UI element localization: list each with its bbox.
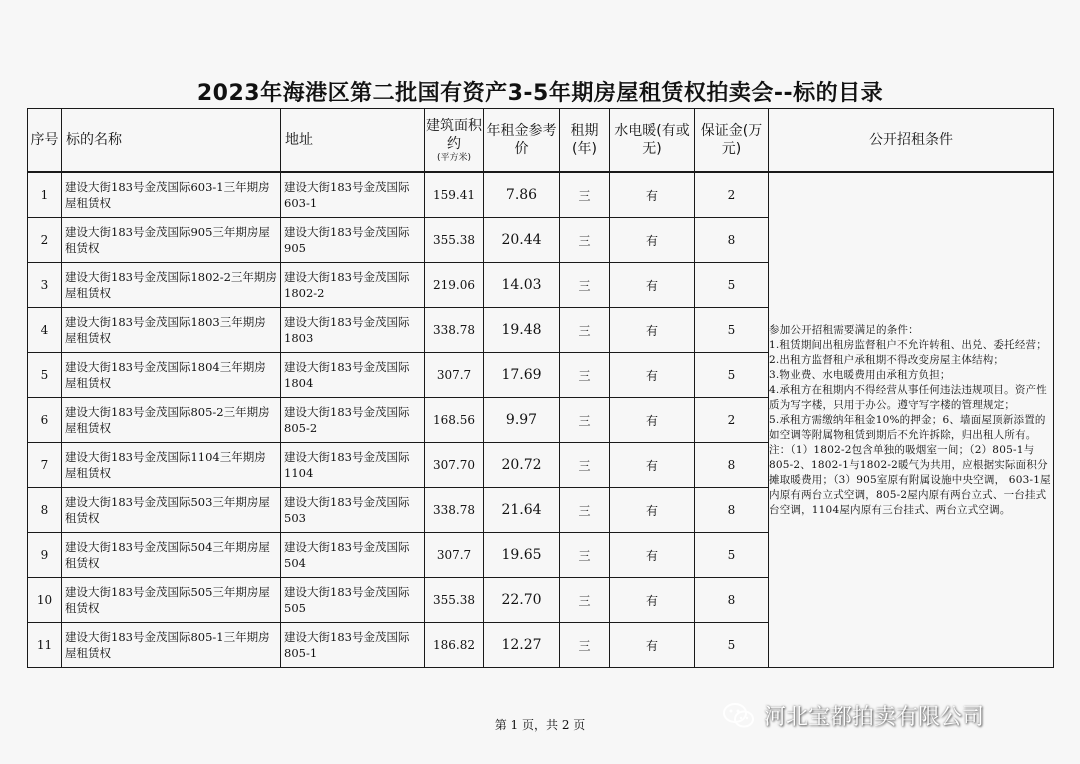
row-area: 186.82 xyxy=(425,623,484,668)
row-rent: 22.70 xyxy=(484,578,560,623)
row-deposit: 2 xyxy=(695,398,769,443)
page-number: 第 1 页，共 2 页 xyxy=(494,718,586,732)
row-index: 4 xyxy=(28,308,62,353)
row-utilities: 有 xyxy=(610,578,695,623)
row-index: 1 xyxy=(28,172,62,218)
row-utilities: 有 xyxy=(610,218,695,263)
header-deposit: 保证金(万元) xyxy=(695,109,769,173)
row-term: 三 xyxy=(560,443,610,488)
watermark-text: 河北宝都拍卖有限公司 xyxy=(764,705,985,730)
row-deposit: 5 xyxy=(695,353,769,398)
header-row xyxy=(28,109,1054,173)
row-address: 建设大街183号金茂国际603-1 xyxy=(281,172,425,218)
row-utilities: 有 xyxy=(610,172,695,218)
row-area: 338.78 xyxy=(425,488,484,533)
row-deposit: 8 xyxy=(695,218,769,263)
row-utilities: 有 xyxy=(610,353,695,398)
row-term: 三 xyxy=(560,623,610,668)
row-index: 10 xyxy=(28,578,62,623)
header-name: 标的名称 xyxy=(62,109,281,173)
row-rent: 7.86 xyxy=(484,172,560,218)
row-address: 建设大街183号金茂国际805-1 xyxy=(281,623,425,668)
header-area-label: 建筑面积约 xyxy=(426,117,482,152)
row-deposit: 2 xyxy=(695,172,769,218)
row-rent: 14.03 xyxy=(484,263,560,308)
table-row xyxy=(28,172,1054,218)
header-conditions: 公开招租条件 xyxy=(769,109,1054,173)
table-body xyxy=(28,172,1054,668)
header-area-unit: (平方米) xyxy=(436,152,472,163)
header-term: 租期(年) xyxy=(560,109,610,173)
row-area: 168.56 xyxy=(425,398,484,443)
row-index: 7 xyxy=(28,443,62,488)
row-name: 建设大街183号金茂国际1803三年期房屋租赁权 xyxy=(62,308,281,353)
row-rent: 19.48 xyxy=(484,308,560,353)
row-index: 5 xyxy=(28,353,62,398)
row-name: 建设大街183号金茂国际603-1三年期房屋租赁权 xyxy=(62,172,281,218)
row-name: 建设大街183号金茂国际503三年期房屋租赁权 xyxy=(62,488,281,533)
row-address: 建设大街183号金茂国际905 xyxy=(281,218,425,263)
row-index: 3 xyxy=(28,263,62,308)
row-deposit: 8 xyxy=(695,443,769,488)
row-area: 307.70 xyxy=(425,443,484,488)
row-address: 建设大街183号金茂国际1802-2 xyxy=(281,263,425,308)
row-name: 建设大街183号金茂国际1104三年期房屋租赁权 xyxy=(62,443,281,488)
header-index: 序号 xyxy=(28,109,62,173)
row-index: 8 xyxy=(28,488,62,533)
row-deposit: 5 xyxy=(695,308,769,353)
row-area: 355.38 xyxy=(425,218,484,263)
row-area: 307.7 xyxy=(425,353,484,398)
row-rent: 19.65 xyxy=(484,533,560,578)
row-deposit: 8 xyxy=(695,488,769,533)
row-term: 三 xyxy=(560,172,610,218)
row-utilities: 有 xyxy=(610,443,695,488)
row-term: 三 xyxy=(560,578,610,623)
row-utilities: 有 xyxy=(610,398,695,443)
row-utilities: 有 xyxy=(610,623,695,668)
header-utilities: 水电暖(有或无) xyxy=(610,109,695,173)
row-term: 三 xyxy=(560,488,610,533)
row-term: 三 xyxy=(560,263,610,308)
row-address: 建设大街183号金茂国际504 xyxy=(281,533,425,578)
wechat-icon xyxy=(722,702,756,730)
row-index: 2 xyxy=(28,218,62,263)
row-utilities: 有 xyxy=(610,263,695,308)
row-deposit: 5 xyxy=(695,533,769,578)
row-rent: 20.44 xyxy=(484,218,560,263)
row-name: 建设大街183号金茂国际805-1三年期房屋租赁权 xyxy=(62,623,281,668)
row-rent: 9.97 xyxy=(484,398,560,443)
row-area: 355.38 xyxy=(425,578,484,623)
row-deposit: 5 xyxy=(695,623,769,668)
row-index: 6 xyxy=(28,398,62,443)
row-term: 三 xyxy=(560,353,610,398)
row-name: 建设大街183号金茂国际505三年期房屋租赁权 xyxy=(62,578,281,623)
row-area: 307.7 xyxy=(425,533,484,578)
row-address: 建设大街183号金茂国际1104 xyxy=(281,443,425,488)
row-rent: 20.72 xyxy=(484,443,560,488)
row-address: 建设大街183号金茂国际1803 xyxy=(281,308,425,353)
row-term: 三 xyxy=(560,218,610,263)
row-address: 建设大街183号金茂国际505 xyxy=(281,578,425,623)
row-rent: 17.69 xyxy=(484,353,560,398)
row-area: 219.06 xyxy=(425,263,484,308)
page-title: 2023年海港区第二批国有资产3-5年期房屋租赁权拍卖会--标的目录 xyxy=(196,81,884,106)
row-deposit: 5 xyxy=(695,263,769,308)
row-index: 9 xyxy=(28,533,62,578)
row-rent: 12.27 xyxy=(484,623,560,668)
row-index: 11 xyxy=(28,623,62,668)
row-term: 三 xyxy=(560,533,610,578)
catalog-table xyxy=(27,108,1054,668)
conditions-cell: 参加公开招租需要满足的条件： 1.租赁期间出租房监督租户不允许转租、出兑、委托经营； 2.出租方监督租户承租期不得改变房屋主体结构； 3.物业费、水电暖费用由承租方负担； 4.承租方在租期内不得经营从事任何违法违规项目。资产性质为写字楼，只用于办公。遵守写字楼的管理规定； 5.承租方需缴纳年租金10%的押金；6、墙面屋顶新添置的如空调等附属物租赁到期后不允许拆除，归出租人所有。 注：（1）1802-2包含单独的吸烟室一间；（2）805-1与805-2、1802-1与1802-2暖气为共用，应根据实际面积分摊取暖费用；（3）905室原有附属设施中央空调， 603-1屋内原有两台立式空调，805-2屋内原有两台立式、一台挂式台空调，1104屋内原有三台挂式、两台立式空调。 xyxy=(769,172,1054,668)
row-name: 建设大街183号金茂国际504三年期房屋租赁权 xyxy=(62,533,281,578)
row-name: 建设大街183号金茂国际1804三年期房屋租赁权 xyxy=(62,353,281,398)
row-address: 建设大街183号金茂国际503 xyxy=(281,488,425,533)
row-rent: 21.64 xyxy=(484,488,560,533)
row-deposit: 8 xyxy=(695,578,769,623)
header-address: 地址 xyxy=(281,109,425,173)
row-address: 建设大街183号金茂国际1804 xyxy=(281,353,425,398)
row-area: 338.78 xyxy=(425,308,484,353)
header-area xyxy=(425,109,484,173)
row-term: 三 xyxy=(560,308,610,353)
header-rent: 年租金参考价 xyxy=(484,109,560,173)
row-name: 建设大街183号金茂国际805-2三年期房屋租赁权 xyxy=(62,398,281,443)
row-utilities: 有 xyxy=(610,308,695,353)
row-name: 建设大街183号金茂国际905三年期房屋租赁权 xyxy=(62,218,281,263)
row-area: 159.41 xyxy=(425,172,484,218)
row-name: 建设大街183号金茂国际1802-2三年期房屋租赁权 xyxy=(62,263,281,308)
row-utilities: 有 xyxy=(610,533,695,578)
row-address: 建设大街183号金茂国际805-2 xyxy=(281,398,425,443)
watermark xyxy=(722,700,984,731)
row-term: 三 xyxy=(560,398,610,443)
row-utilities: 有 xyxy=(610,488,695,533)
